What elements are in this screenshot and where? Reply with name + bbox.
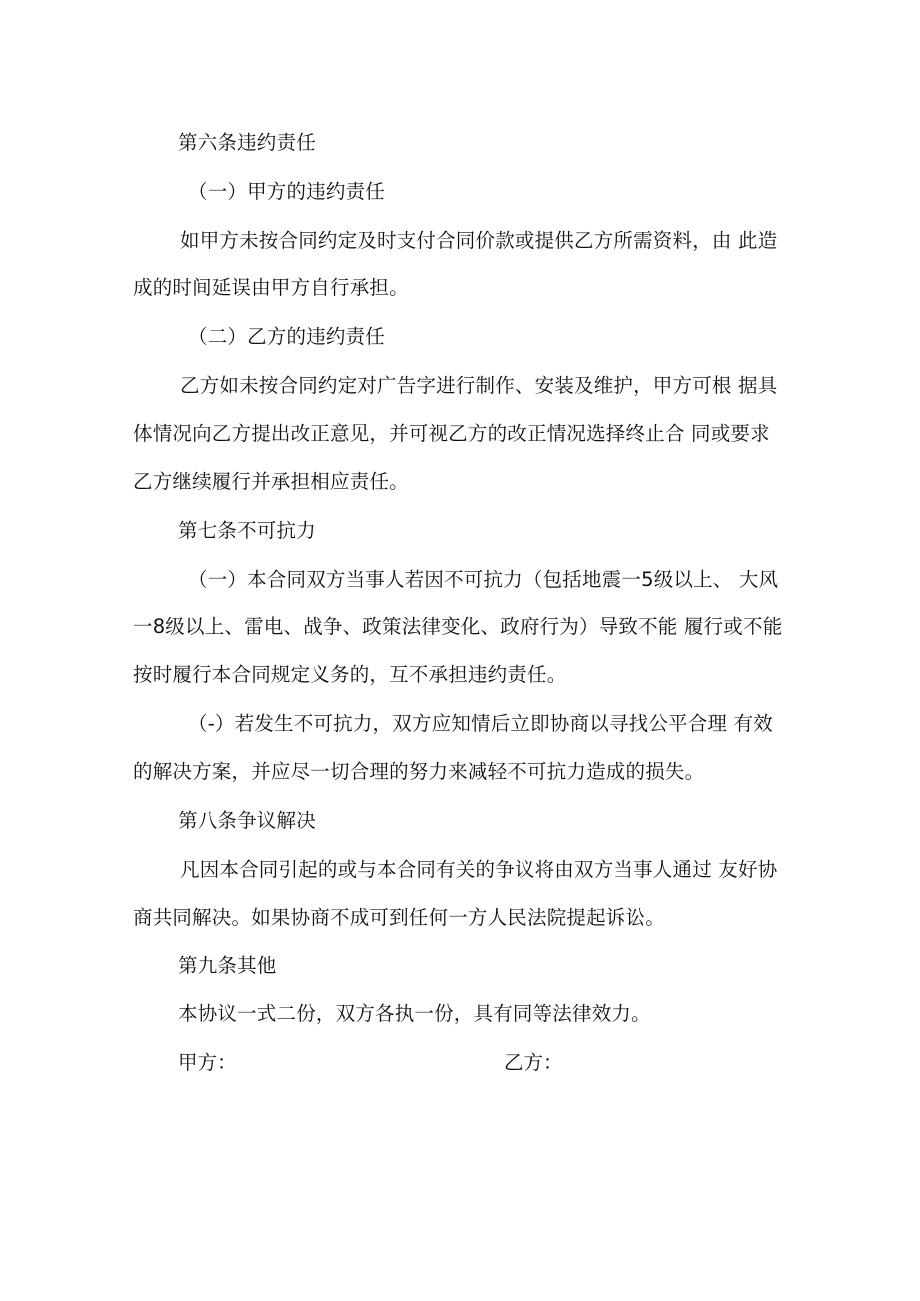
article8-line1: 凡因本合同引起的或与本合同有关的争议将由双方当事人通过 友好协	[180, 858, 778, 881]
article7-p1-line1: （一）本合同双方当事人若因不可抗力（包括地震一5级以上、 大风	[188, 568, 779, 591]
article6-sub1-line1: 如甲方未按合同约定及时支付合同价款或提供乙方所需资料，由 此造	[180, 229, 778, 252]
party-a-signature-label: 甲方：	[178, 1051, 237, 1074]
article7-title: 第七条不可抗力	[178, 519, 316, 542]
article6-title: 第六条违约责任	[178, 131, 316, 154]
article6-sub2-line3: 乙方继续履行并承担相应责任。	[133, 470, 409, 493]
article6-sub2-line2: 体情况向乙方提出改正意见，并可视乙方的改正情况选择终止合 同或要求	[133, 422, 770, 445]
article7-p2-line2: 的解决方案，并应尽一切合理的努力来减轻不可抗力造成的损失。	[133, 760, 705, 783]
article8-title: 第八条争议解决	[178, 809, 316, 832]
article8-line2: 商共同解决。如果协商不成可到任何一方人民法院提起诉讼。	[133, 906, 665, 929]
article6-sub2-title: （二）乙方的违约责任	[188, 325, 386, 348]
article6-sub1-title: （一）甲方的违约责任	[188, 180, 386, 203]
party-b-signature-label: 乙方：	[504, 1051, 563, 1074]
article6-sub2-line1: 乙方如未按合同约定对广告字进行制作、安装及维护，甲方可根 据具	[180, 374, 778, 397]
article9-line1: 本协议一式二份，双方各执一份，具有同等法律效力。	[178, 1002, 651, 1025]
article7-p2-line1: （-）若发生不可抗力，双方应知情后立即协商以寻找公平合理 有效	[188, 712, 773, 735]
article6-sub1-line2: 成的时间延误由甲方自行承担。	[133, 276, 409, 299]
article9-title: 第九条其他	[178, 954, 277, 977]
article7-p1-line2: 一8级以上、雷电、战争、政策法律变化、政府行为）导致不能 履行或不能	[133, 615, 783, 638]
article7-p1-line3: 按时履行本合同规定义务的，互不承担违约责任。	[133, 663, 567, 686]
